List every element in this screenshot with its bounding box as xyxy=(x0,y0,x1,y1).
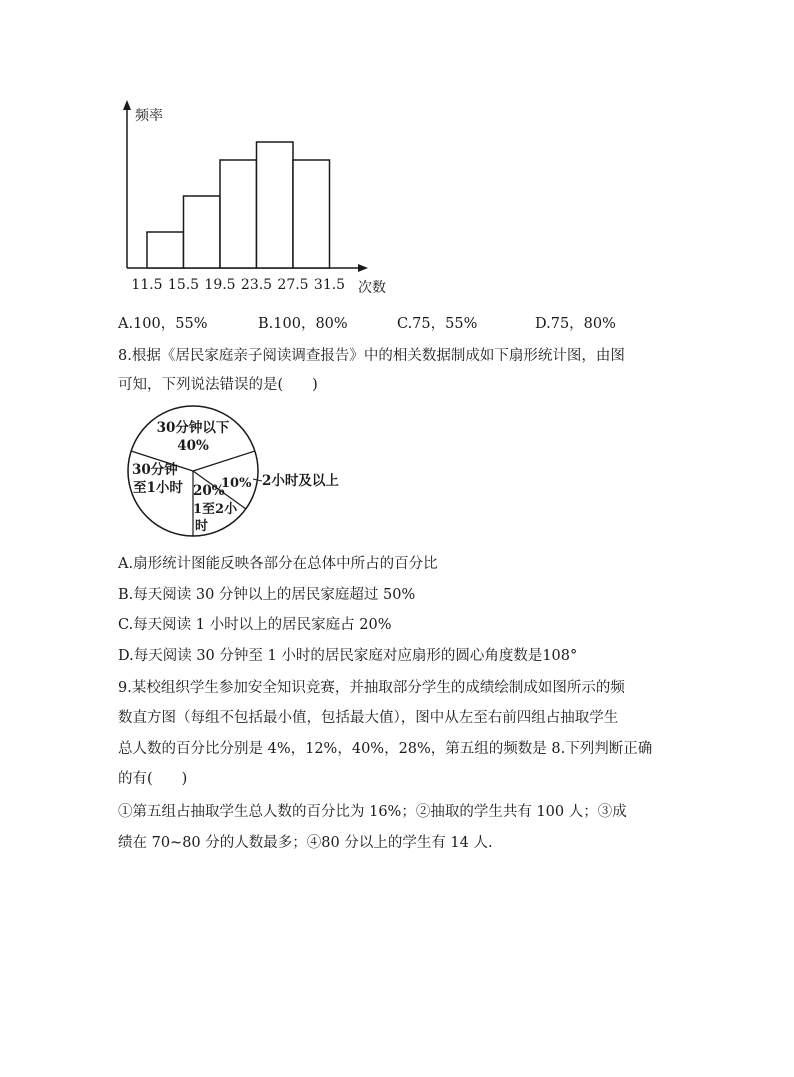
q7-option-b[interactable]: B.100，80% xyxy=(258,316,348,332)
y-axis-label: 频率 xyxy=(135,108,163,124)
slice-label-1to2-pct: 20% xyxy=(193,483,225,499)
q9-statements-line1: ①第五组占抽取学生总人数的百分比为 16%；②抽取的学生共有 100 人；③成 xyxy=(118,804,627,820)
frequency-histogram xyxy=(110,98,370,298)
slice-label-30to60-line1: 30分钟 xyxy=(132,462,178,478)
histogram-bar xyxy=(147,232,184,268)
slice-label-1to2-line1: 1至2小 xyxy=(193,502,238,517)
q8-stem-line1: 8.根据《居民家庭亲子阅读调查报告》中的相关数据制成如下扇形统计图，由图 xyxy=(118,348,625,364)
x-tick-label: 31.5 xyxy=(313,277,346,293)
q8-option-a[interactable]: A.扇形统计图能反映各部分在总体中所占的百分比 xyxy=(118,556,438,572)
slice-label-over2: 2小时及以上 xyxy=(262,473,339,489)
y-axis xyxy=(123,100,131,268)
q9-line4: 的有( ) xyxy=(118,771,188,787)
q9-line2: 数直方图（每组不包括最小值，包括最大值），图中从左至右前四组占抽取学生 xyxy=(118,710,619,726)
slice-label-under30-pct: 40% xyxy=(177,438,209,454)
x-tick-label: 27.5 xyxy=(277,277,309,293)
histogram-bar xyxy=(257,142,294,268)
x-tick-label: 23.5 xyxy=(240,277,273,293)
q9-line3: 总人数的百分比分别是 4%，12%，40%，28%，第五组的频数是 8.下列判断正确 xyxy=(118,741,653,757)
slice-label-10pct: 10% xyxy=(221,476,252,491)
q9-line1: 9.某校组织学生参加安全知识竞赛，并抽取部分学生的成绩绘制成如图所示的频 xyxy=(118,680,625,696)
slice-label-1to2-line2: 时 xyxy=(195,519,209,534)
q8-option-c[interactable]: C.每天阅读 1 小时以上的居民家庭占 20% xyxy=(118,617,392,633)
x-tick-label: 19.5 xyxy=(204,277,236,293)
q7-option-a[interactable]: A.100，55% xyxy=(118,316,208,332)
x-axis-label: 次数 xyxy=(358,280,386,296)
histogram-bar xyxy=(293,160,330,268)
q8-stem-line2: 可知，下列说法错误的是( ) xyxy=(118,377,318,393)
histogram-bar xyxy=(220,160,257,268)
slice-label-under30-name: 30分钟以下 xyxy=(156,420,230,436)
q9-statements-line2: 绩在 70~80 分的人数最多；④80 分以上的学生有 14 人. xyxy=(118,835,493,851)
histogram-bar xyxy=(184,196,221,268)
q8-option-d[interactable]: D.每天阅读 30 分钟至 1 小时的居民家庭对应扇形的圆心角度数是108° xyxy=(118,648,578,664)
q7-option-d[interactable]: D.75，80% xyxy=(535,316,616,332)
q7-option-c[interactable]: C.75，55% xyxy=(397,316,478,332)
slice-label-30to60-line2: 至1小时 xyxy=(133,480,183,496)
q8-option-b[interactable]: B.每天阅读 30 分钟以上的居民家庭超过 50% xyxy=(118,587,416,603)
x-tick-label: 11.5 xyxy=(131,277,163,293)
x-tick-label: 15.5 xyxy=(167,277,200,293)
reading-time-pie-chart xyxy=(120,410,360,540)
